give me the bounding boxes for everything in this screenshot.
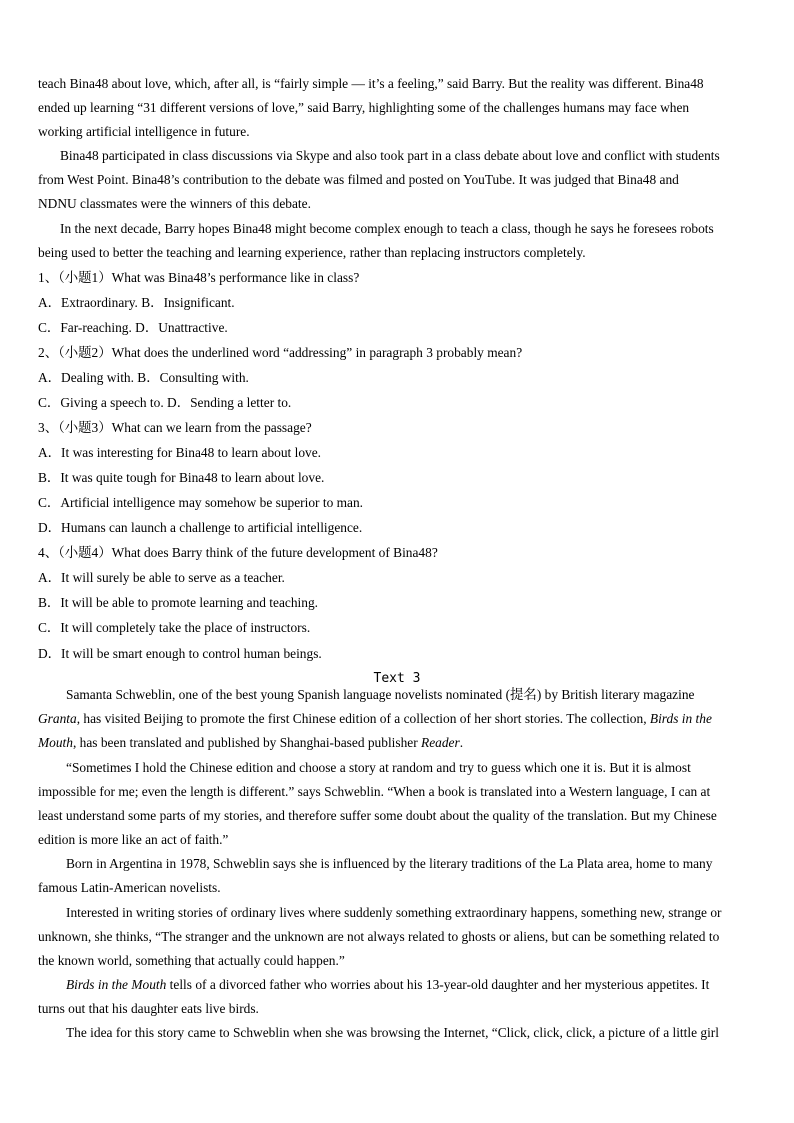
question-options: C．Giving a speech to. D．Sending a letter to. bbox=[38, 395, 292, 410]
paragraph-line: Born in Argentina in 1978, Schweblin says she is influenced by the literary traditions of the La Plata area, home to many bbox=[66, 856, 713, 871]
paragraph-line: Granta, has visited Beijing to promote the first Chinese edition of a collection of her short stories. The collection, Birds in the bbox=[38, 711, 712, 726]
book-title: Birds in the bbox=[649, 711, 712, 726]
paragraph-line: Samanta Schweblin, one of the best young Spanish language novelists nominated (提名) by British literary magazine bbox=[66, 687, 695, 702]
question-options: A．Dealing with. B．Consulting with. bbox=[38, 370, 249, 385]
magazine-title: Granta bbox=[38, 711, 77, 726]
question-options: C．Far-reaching. D．Unattractive. bbox=[38, 320, 228, 335]
paragraph-line: famous Latin-American novelists. bbox=[38, 880, 221, 895]
passage-line: ended up learning “31 different versions of love,” said Barry, highlighting some of the challenges humans may face when bbox=[38, 100, 690, 115]
paragraph-line: least understand some parts of my stories, and therefore suffer some doubt about the quality of the translation. But my Chinese bbox=[38, 808, 717, 823]
paragraph-line: Interested in writing stories of ordinary lives where suddenly something extraordinary happens, something new, strange or bbox=[66, 905, 722, 920]
question-option: C．It will completely take the place of instructors. bbox=[38, 620, 311, 635]
question-option: B．It will be able to promote learning and teaching. bbox=[38, 595, 319, 610]
paragraph-line: the known world, something that actually could happen.” bbox=[38, 953, 345, 968]
question-stem: 2、（小题2）What does the underlined word “addressing” in paragraph 3 probably mean? bbox=[38, 345, 523, 360]
paragraph-line: turns out that his daughter eats live birds. bbox=[38, 1001, 259, 1016]
passage-line: from West Point. Bina48’s contribution to the debate was filmed and posted on YouTube. It was judged that Bina48 and bbox=[38, 172, 679, 187]
book-title: Mouth bbox=[38, 735, 73, 750]
passage-line: NDNU classmates were the winners of this debate. bbox=[38, 196, 311, 211]
question-options: A．Extraordinary. B．Insignificant. bbox=[38, 295, 235, 310]
question-option: C．Artificial intelligence may somehow be superior to man. bbox=[38, 495, 364, 510]
paragraph-line: Mouth, has been translated and published by Shanghai-based publisher Reader. bbox=[38, 735, 464, 750]
passage-line: being used to better the teaching and learning experience, rather than replacing instructors completely. bbox=[38, 245, 586, 260]
question-stem: 3、（小题3）What can we learn from the passage? bbox=[38, 420, 312, 435]
paragraph-line: edition is more like an act of faith.” bbox=[38, 832, 229, 847]
question-option: D．Humans can launch a challenge to artificial intelligence. bbox=[38, 520, 363, 535]
question-option: D．It will be smart enough to control human beings. bbox=[38, 646, 322, 661]
paragraph-line: Birds in the Mouth tells of a divorced father who worries about his 13-year-old daughter and her mysterious appetites. It bbox=[66, 977, 710, 992]
question-stem: 4、（小题4）What does Barry think of the future development of Bina48? bbox=[38, 545, 438, 560]
publisher-name: Reader bbox=[421, 735, 460, 750]
paragraph-line: The idea for this story came to Schweblin when she was browsing the Internet, “Click, click, click, a picture of a little girl bbox=[66, 1025, 719, 1040]
question-stem: 1、（小题1）What was Bina48’s performance like in class? bbox=[38, 270, 360, 285]
question-option: A．It was interesting for Bina48 to learn about love. bbox=[38, 445, 321, 460]
paragraph-line: impossible for me; even the length is different.” says Schweblin. “When a book is translated into a Western language, I can at bbox=[38, 784, 711, 799]
passage-line: teach Bina48 about love, which, after all, is “fairly simple — it’s a feeling,” said Barry. But the reality was different. Bina48 bbox=[38, 76, 704, 91]
book-title: Birds in the Mouth bbox=[66, 977, 167, 992]
paragraph-line: unknown, she thinks, “The stranger and the unknown are not always related to ghosts or aliens, but can be something related to bbox=[38, 929, 720, 944]
paragraph-line: “Sometimes I hold the Chinese edition and choose a story at random and try to guess which one it is. But it is almost bbox=[66, 760, 691, 775]
question-option: A．It will surely be able to serve as a teacher. bbox=[38, 570, 285, 585]
passage-line: Bina48 participated in class discussions via Skype and also took part in a class debate about love and conflict with students bbox=[60, 148, 720, 163]
question-option: B．It was quite tough for Bina48 to learn about love. bbox=[38, 470, 325, 485]
section-title: Text 3 bbox=[373, 671, 421, 686]
passage-line: In the next decade, Barry hopes Bina48 might become complex enough to teach a class, though he says he foresees robots bbox=[60, 221, 714, 236]
passage-line: working artificial intelligence in future. bbox=[38, 124, 250, 139]
